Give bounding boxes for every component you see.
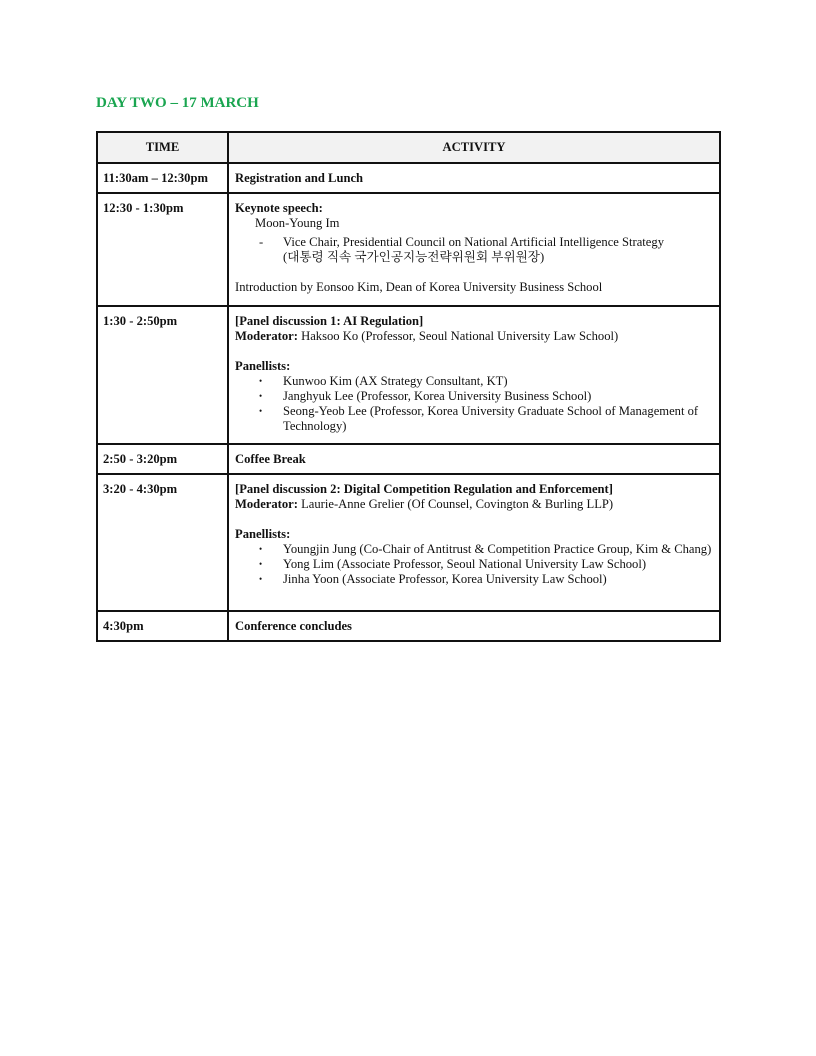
time-cell: 1:30 - 2:50pm xyxy=(97,306,228,444)
table-row xyxy=(97,474,720,611)
moderator: Moderator: Laurie-Anne Grelier (Of Counsel, Covington & Burling LLP) xyxy=(235,497,614,511)
speaker-role xyxy=(259,235,713,265)
table-row xyxy=(97,306,720,444)
time-cell: 3:20 - 4:30pm xyxy=(97,474,228,611)
panellist-list xyxy=(235,374,713,434)
table-row xyxy=(97,611,720,641)
role-korean: (대통령 직속 국가인공지능전략위원회 부위원장) xyxy=(283,250,545,264)
time-cell: 11:30am – 12:30pm xyxy=(97,163,228,193)
activity-cell: Registration and Lunch xyxy=(228,163,720,193)
list-item: • Yong Lim (Associate Professor, Seoul National University Law School) xyxy=(259,557,647,571)
header-activity: ACTIVITY xyxy=(228,132,720,163)
table-row xyxy=(97,193,720,306)
introduction: Introduction by Eonsoo Kim, Dean of Korea University Business School xyxy=(235,280,603,294)
panellists-label: Panellists: xyxy=(235,527,291,541)
header-time: TIME xyxy=(97,132,228,163)
time-cell: 2:50 - 3:20pm xyxy=(97,444,228,474)
list-item: • Janghyuk Lee (Professor, Korea University Business School) xyxy=(259,389,592,403)
activity-cell: Coffee Break xyxy=(228,444,720,474)
activity-cell: Conference concludes xyxy=(228,611,720,641)
activity-cell xyxy=(228,306,720,444)
dash-marker: - xyxy=(259,235,264,249)
list-item: • Kunwoo Kim (AX Strategy Consultant, KT) xyxy=(259,374,508,388)
panellists-label: Panellists: xyxy=(235,359,291,373)
list-item: • Youngjin Jung (Co-Chair of Antitrust & Competition Practice Group, Kim & Chang) xyxy=(259,542,712,556)
moderator: Moderator: Haksoo Ko (Professor, Seoul National University Law School) xyxy=(235,329,619,343)
list-item: • Seong-Yeob Lee (Professor, Korea University Graduate School of Management of Technology) xyxy=(259,404,699,433)
panel-title: [Panel discussion 1: AI Regulation] xyxy=(235,314,424,328)
activity-cell xyxy=(228,193,720,306)
role-text: Vice Chair, Presidential Council on National Artificial Intelligence Strategy xyxy=(283,235,664,249)
keynote-label: Keynote speech: xyxy=(235,201,323,215)
table-row xyxy=(97,444,720,474)
schedule-table xyxy=(96,131,721,642)
table-header-row xyxy=(97,132,720,163)
page-title: DAY TWO – 17 MARCH xyxy=(96,95,259,111)
time-cell: 4:30pm xyxy=(97,611,228,641)
panellist-list xyxy=(235,542,713,587)
panel-title: [Panel discussion 2: Digital Competition Regulation and Enforcement] xyxy=(235,482,613,496)
keynote-speaker: Moon-Young Im xyxy=(255,216,340,230)
list-item: • Jinha Yoon (Associate Professor, Korea University Law School) xyxy=(259,572,607,586)
table-row xyxy=(97,163,720,193)
activity-cell xyxy=(228,474,720,611)
time-cell: 12:30 - 1:30pm xyxy=(97,193,228,306)
